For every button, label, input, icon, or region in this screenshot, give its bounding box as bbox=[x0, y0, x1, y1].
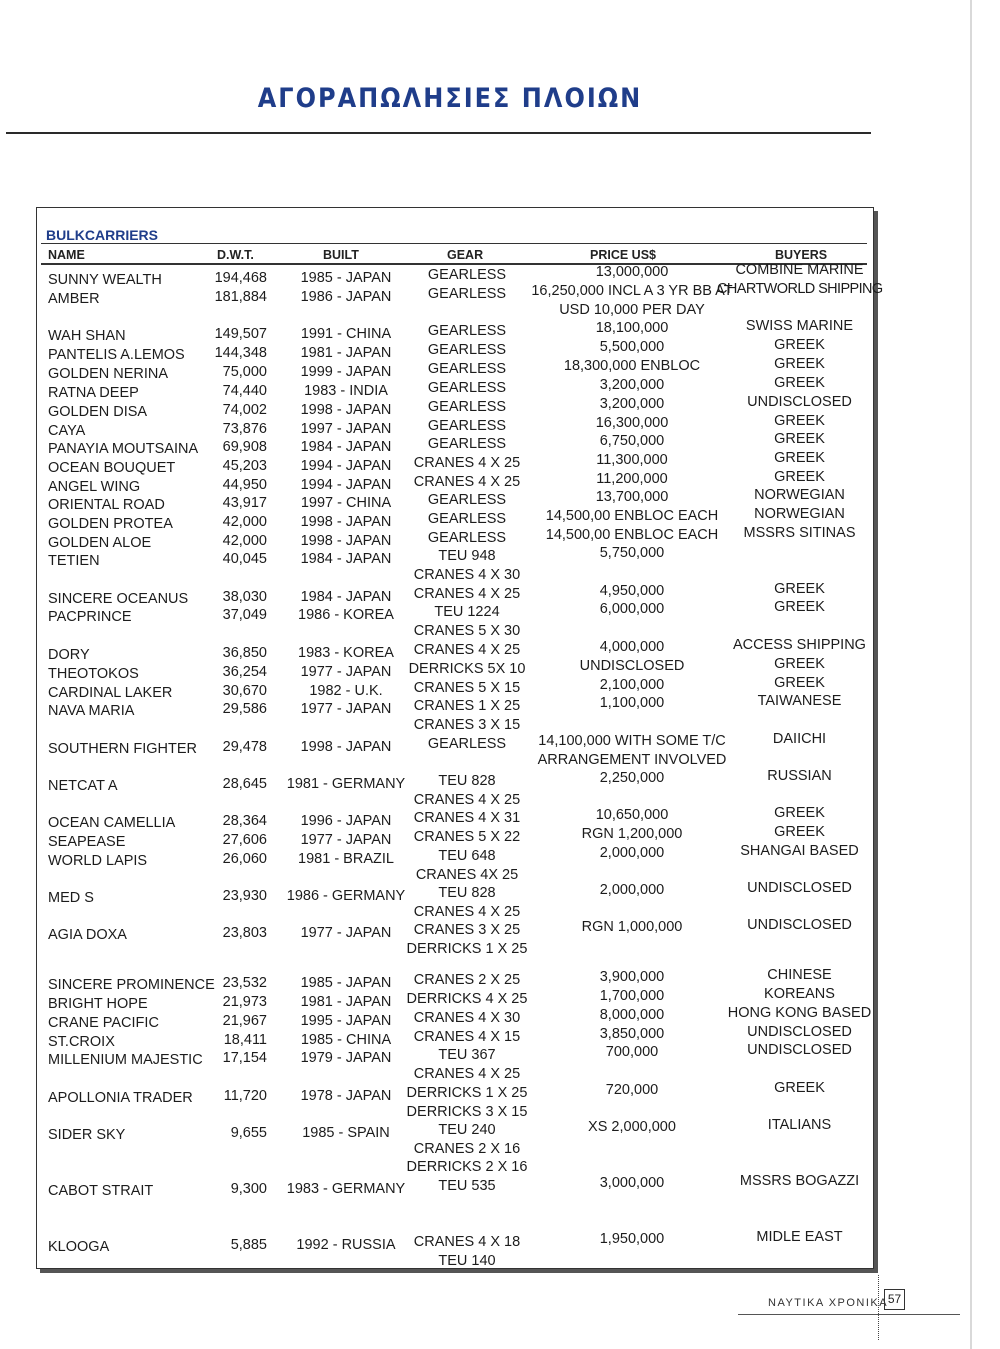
dwt-value: 21,973 bbox=[222, 994, 267, 1010]
buyer-value: GREEK bbox=[774, 581, 825, 597]
built-value: 1986 - KOREA bbox=[298, 607, 394, 623]
dwt-value: 69,908 bbox=[222, 439, 267, 455]
footer-rule bbox=[738, 1314, 960, 1315]
built-value: 1986 - JAPAN bbox=[300, 289, 392, 305]
gear-value: CRANES 5 X 22 bbox=[413, 829, 521, 845]
buyer-value: GREEK bbox=[774, 805, 825, 821]
price-value: 3,200,000 bbox=[599, 377, 665, 393]
price-value: UNDISCLOSED bbox=[579, 658, 685, 674]
price-value: 4,000,000 bbox=[599, 639, 665, 655]
vessel-name: CRANE PACIFIC bbox=[48, 1015, 159, 1031]
buyer-value: HONG KONG BASED bbox=[727, 1005, 872, 1021]
vessel-name: GOLDEN NERINA bbox=[48, 366, 169, 382]
buyer-value: UNDISCLOSED bbox=[747, 880, 852, 896]
built-value: 1991 - CHINA bbox=[300, 326, 392, 342]
price-value: 16,300,000 bbox=[595, 415, 669, 431]
built-value: 1977 - JAPAN bbox=[300, 925, 392, 941]
gear-value: GEARLESS bbox=[427, 342, 507, 358]
vessel-name: GOLDEN PROTEA bbox=[48, 516, 173, 532]
vessel-name: APOLLONIA TRADER bbox=[48, 1090, 193, 1106]
buyer-value: UNDISCLOSED bbox=[747, 394, 852, 410]
vessel-name: SINCERE OCEANUS bbox=[48, 591, 189, 607]
vessel-name: CARDINAL LAKER bbox=[48, 685, 173, 701]
vessel-name: OCEAN CAMELLIA bbox=[48, 815, 176, 831]
built-value: 1998 - JAPAN bbox=[300, 514, 392, 530]
dwt-value: 36,254 bbox=[222, 664, 267, 680]
gear-value: CRANES 4 X 25 bbox=[413, 586, 521, 602]
buyer-value: KOREANS bbox=[764, 986, 835, 1002]
dwt-value: 29,586 bbox=[222, 701, 267, 717]
header-dwt: D.W.T. bbox=[217, 248, 254, 262]
price-value: 3,200,000 bbox=[599, 396, 665, 412]
price-value: 4,950,000 bbox=[599, 583, 665, 599]
buyer-value: SWISS MARINE bbox=[745, 318, 854, 334]
gear-value: CRANES 2 X 16 bbox=[413, 1140, 521, 1157]
dwt-value: 43,917 bbox=[222, 495, 267, 511]
buyer-value: UNDISCLOSED bbox=[747, 917, 852, 933]
built-value: 1983 - INDIA bbox=[304, 383, 388, 399]
gear-value: CRANES 4 X 25 bbox=[413, 791, 521, 808]
built-value: 1982 - U.K. bbox=[309, 683, 383, 699]
gear-value: DERRICKS 4 X 25 bbox=[406, 991, 528, 1007]
vessel-name: ST.CROIX bbox=[48, 1034, 115, 1050]
buyer-value: NORWEGIAN bbox=[754, 487, 845, 503]
gear-value: GEARLESS bbox=[427, 511, 507, 527]
built-value: 1981 - JAPAN bbox=[300, 994, 392, 1010]
built-value: 1999 - JAPAN bbox=[300, 364, 392, 380]
page-edge-shadow bbox=[970, 0, 972, 1349]
price-value: USD 10,000 PER DAY bbox=[559, 301, 705, 318]
buyer-value: GREEK bbox=[774, 337, 825, 353]
vessel-name: PANAYIA MOUTSAINA bbox=[48, 441, 199, 457]
price-value: 11,200,000 bbox=[596, 471, 668, 487]
dwt-value: 45,203 bbox=[222, 458, 267, 474]
price-value: 1,950,000 bbox=[599, 1231, 665, 1247]
buyer-value: NORWEGIAN bbox=[754, 506, 845, 522]
gear-value: TEU 828 bbox=[438, 773, 496, 789]
price-value: 2,000,000 bbox=[599, 845, 665, 861]
gear-value: GEARLESS bbox=[427, 492, 507, 508]
gear-value: GEARLESS bbox=[427, 530, 507, 546]
buyer-value: GREEK bbox=[774, 450, 825, 466]
gear-value: CRANES 4 X 25 bbox=[413, 903, 521, 920]
dwt-value: 75,000 bbox=[222, 364, 267, 380]
price-value: RGN 1,000,000 bbox=[581, 919, 683, 935]
gear-value: GEARLESS bbox=[427, 361, 507, 377]
buyer-value: ACCESS SHIPPING bbox=[733, 637, 866, 653]
gear-value: GEARLESS bbox=[427, 418, 507, 434]
built-value: 1984 - JAPAN bbox=[300, 551, 392, 567]
price-value: 8,000,000 bbox=[599, 1007, 665, 1023]
price-value: RGN 1,200,000 bbox=[581, 826, 683, 842]
buyer-value: GREEK bbox=[774, 469, 825, 485]
section-divider bbox=[41, 243, 867, 244]
dwt-value: 149,507 bbox=[214, 326, 267, 342]
buyer-value: GREEK bbox=[774, 1080, 825, 1096]
dwt-value: 9,300 bbox=[230, 1181, 267, 1197]
buyer-value: MIDLE EAST bbox=[756, 1229, 843, 1245]
built-value: 1995 - JAPAN bbox=[300, 1013, 392, 1029]
gear-value: CRANES 5 X 30 bbox=[413, 622, 521, 639]
buyer-value: UNDISCLOSED bbox=[747, 1024, 852, 1040]
gear-value: DERRICKS 1 X 25 bbox=[406, 1085, 528, 1101]
built-value: 1994 - JAPAN bbox=[300, 458, 392, 474]
dwt-value: 23,803 bbox=[222, 925, 267, 941]
buyer-value: UNDISCLOSED bbox=[747, 1042, 852, 1058]
built-value: 1985 - CHINA bbox=[300, 1032, 392, 1048]
price-value: XS 2,000,000 bbox=[588, 1119, 676, 1135]
gear-value: TEU 140 bbox=[438, 1252, 496, 1269]
built-value: 1983 - KOREA bbox=[298, 645, 394, 661]
built-value: 1985 - JAPAN bbox=[300, 270, 392, 286]
price-value: 16,250,000 INCL A 3 YR BB AT bbox=[531, 283, 733, 299]
built-value: 1984 - JAPAN bbox=[300, 589, 392, 605]
vessel-name: NETCAT A bbox=[48, 778, 118, 794]
price-value: 720,000 bbox=[605, 1082, 659, 1098]
vessel-name: PACPRINCE bbox=[48, 609, 132, 625]
dwt-value: 44,950 bbox=[222, 477, 267, 493]
built-value: 1994 - JAPAN bbox=[300, 477, 392, 493]
dwt-value: 144,348 bbox=[214, 345, 267, 361]
vessel-name: TETIEN bbox=[48, 553, 100, 569]
dwt-value: 181,884 bbox=[214, 289, 267, 305]
header-gear: GEAR bbox=[447, 248, 484, 262]
price-value: 14,500,00 ENBLOC EACH bbox=[545, 527, 719, 543]
gear-value: CRANES 4X 25 bbox=[415, 866, 519, 883]
gear-value: CRANES 4 X 25 bbox=[413, 455, 521, 471]
built-value: 1981 - JAPAN bbox=[300, 345, 392, 361]
gear-value: CRANES 2 X 25 bbox=[413, 972, 521, 988]
vessel-name: AMBER bbox=[48, 291, 100, 307]
dwt-value: 17,154 bbox=[222, 1050, 267, 1066]
gear-value: TEU 948 bbox=[438, 548, 496, 564]
price-value: 3,900,000 bbox=[599, 969, 665, 985]
buyer-value: GREEK bbox=[774, 824, 825, 840]
price-value: 700,000 bbox=[605, 1044, 659, 1060]
price-value: 14,500,00 ENBLOC EACH bbox=[545, 508, 719, 524]
price-value: 13,700,000 bbox=[595, 489, 669, 505]
sales-table bbox=[36, 207, 883, 1269]
buyer-value: SHANGAI BASED bbox=[740, 843, 859, 859]
vessel-name: WORLD LAPIS bbox=[48, 853, 148, 869]
gear-value: CRANES 4 X 25 bbox=[413, 474, 521, 490]
price-value: 3,850,000 bbox=[599, 1026, 665, 1042]
gear-value: TEU 1224 bbox=[434, 604, 500, 620]
built-value: 1997 - CHINA bbox=[300, 495, 392, 511]
dwt-value: 37,049 bbox=[222, 607, 267, 623]
price-value: 11,300,000 bbox=[596, 452, 668, 468]
dwt-value: 74,440 bbox=[222, 383, 267, 399]
gear-value: GEARLESS bbox=[427, 399, 507, 415]
built-value: 1985 - JAPAN bbox=[300, 975, 392, 991]
gear-value: DERRICKS 3 X 15 bbox=[406, 1103, 528, 1120]
price-value: 6,000,000 bbox=[599, 601, 665, 617]
vessel-name: RATNA DEEP bbox=[48, 385, 139, 401]
built-value: 1998 - JAPAN bbox=[300, 533, 392, 549]
vessel-name: ORIENTAL ROAD bbox=[48, 497, 165, 513]
dwt-value: 30,670 bbox=[222, 683, 267, 699]
header-buyers: BUYERS bbox=[775, 248, 828, 262]
dwt-value: 18,411 bbox=[223, 1032, 267, 1048]
gear-value: GEARLESS bbox=[427, 267, 507, 283]
price-value: 5,750,000 bbox=[599, 545, 665, 561]
gear-value: CRANES 4 X 31 bbox=[413, 810, 521, 826]
gear-value: GEARLESS bbox=[427, 436, 507, 452]
price-value: 6,750,000 bbox=[599, 433, 665, 449]
price-value: ARRANGEMENT INVOLVED bbox=[537, 751, 727, 768]
vessel-name: SIDER SKY bbox=[48, 1127, 126, 1143]
dwt-value: 36,850 bbox=[222, 645, 267, 661]
built-value: 1996 - JAPAN bbox=[300, 813, 392, 829]
gear-value: DERRICKS 5X 10 bbox=[408, 661, 526, 677]
built-value: 1992 - RUSSIA bbox=[296, 1237, 396, 1253]
price-value: 2,100,000 bbox=[599, 677, 665, 693]
magazine-name: ΝΑΥΤΙΚΑ ΧΡΟΝΙΚΑ bbox=[768, 1297, 889, 1309]
price-value: 10,650,000 bbox=[595, 807, 669, 823]
price-value: 14,100,000 WITH SOME T/C bbox=[538, 733, 726, 749]
buyer-value: MSSRS BOGAZZI bbox=[739, 1173, 860, 1189]
dwt-value: 27,606 bbox=[222, 832, 267, 848]
dwt-value: 11,720 bbox=[223, 1088, 267, 1104]
vessel-name: THEOTOKOS bbox=[48, 666, 139, 682]
vessel-name: GOLDEN ALOE bbox=[48, 535, 152, 551]
gear-value: CRANES 4 X 25 bbox=[413, 642, 521, 658]
built-value: 1978 - JAPAN bbox=[300, 1088, 392, 1104]
price-value: 13,000,000 bbox=[595, 264, 669, 280]
dwt-value: 74,002 bbox=[222, 402, 267, 418]
dwt-value: 40,045 bbox=[222, 551, 267, 567]
gear-value: CRANES 4 X 30 bbox=[413, 566, 521, 583]
gear-value: TEU 648 bbox=[438, 848, 496, 864]
built-value: 1986 - GERMANY bbox=[286, 888, 406, 904]
vessel-name: SOUTHERN FIGHTER bbox=[48, 741, 198, 757]
dwt-value: 194,468 bbox=[214, 270, 267, 286]
vessel-name: CAYA bbox=[48, 423, 86, 439]
gear-value: CRANES 4 X 30 bbox=[413, 1010, 521, 1026]
price-value: 2,000,000 bbox=[599, 882, 665, 898]
buyer-value: MSSRS SITINAS bbox=[743, 525, 856, 541]
dwt-value: 5,885 bbox=[230, 1237, 267, 1253]
price-value: 5,500,000 bbox=[599, 339, 665, 355]
price-value: 3,000,000 bbox=[599, 1175, 665, 1191]
vessel-name: MILLENIUM MAJESTIC bbox=[48, 1052, 203, 1068]
dwt-value: 38,030 bbox=[222, 589, 267, 605]
gear-value: CRANES 4 X 25 bbox=[413, 1065, 521, 1082]
section-title: BULKCARRIERS bbox=[46, 227, 158, 243]
price-value: 2,250,000 bbox=[599, 770, 665, 786]
dwt-value: 21,967 bbox=[222, 1013, 267, 1029]
built-value: 1979 - JAPAN bbox=[300, 1050, 392, 1066]
gear-value: TEU 828 bbox=[438, 885, 496, 901]
vessel-name: SUNNY WEALTH bbox=[48, 272, 162, 288]
dwt-value: 23,930 bbox=[222, 888, 267, 904]
built-value: 1977 - JAPAN bbox=[300, 701, 392, 717]
vessel-name: DORY bbox=[48, 647, 90, 663]
gear-value: DERRICKS 2 X 16 bbox=[406, 1159, 528, 1176]
gear-value: TEU 240 bbox=[438, 1122, 496, 1138]
built-value: 1984 - JAPAN bbox=[300, 439, 392, 455]
gear-value: TEU 367 bbox=[438, 1047, 496, 1063]
price-value: 18,100,000 bbox=[595, 320, 669, 336]
vessel-name: GOLDEN DISA bbox=[48, 404, 148, 420]
gear-value: CRANES 1 X 25 bbox=[413, 698, 521, 714]
buyer-value: GREEK bbox=[774, 375, 825, 391]
buyer-value: GREEK bbox=[774, 656, 825, 672]
vessel-name: SINCERE PROMINENCE bbox=[48, 977, 215, 993]
gear-value: DERRICKS 1 X 25 bbox=[406, 940, 528, 957]
built-value: 1977 - JAPAN bbox=[300, 664, 392, 680]
vessel-name: SEAPEASE bbox=[48, 834, 126, 850]
buyer-value: COMBINE MARINE bbox=[735, 262, 864, 278]
gear-value: GEARLESS bbox=[427, 380, 507, 396]
vessel-name: WAH SHAN bbox=[48, 328, 126, 344]
dwt-value: 42,000 bbox=[222, 514, 267, 530]
vessel-name: MED S bbox=[48, 890, 94, 906]
vessel-name: CABOT STRAIT bbox=[48, 1183, 154, 1199]
gear-value: GEARLESS bbox=[427, 286, 507, 302]
page-title: ΑΓΟΡΑΠΩΛΗΣΙΕΣ ΠΛΟΙΩΝ bbox=[257, 82, 643, 114]
page-number: 57 bbox=[884, 1289, 905, 1310]
built-value: 1983 - GERMANY bbox=[286, 1181, 406, 1197]
vessel-name: ANGEL WING bbox=[48, 479, 141, 495]
dwt-value: 23,532 bbox=[222, 975, 267, 991]
buyer-value: GREEK bbox=[774, 599, 825, 615]
gear-value: CRANES 3 X 25 bbox=[413, 922, 521, 938]
buyer-value: RUSSIAN bbox=[767, 768, 832, 784]
vessel-name: AGIA DOXA bbox=[48, 927, 127, 943]
buyer-value: GREEK bbox=[774, 675, 825, 691]
buyer-value: GREEK bbox=[774, 431, 825, 447]
buyer-value: GREEK bbox=[774, 356, 825, 372]
buyer-value: CHINESE bbox=[767, 967, 832, 983]
vessel-name: PANTELIS A.LEMOS bbox=[48, 347, 185, 363]
vessel-name: OCEAN BOUQUET bbox=[48, 460, 176, 476]
dwt-value: 29,478 bbox=[222, 739, 267, 755]
vessel-name: KLOOGA bbox=[48, 1239, 110, 1255]
buyer-value: CHARTWORLD SHIPPING bbox=[717, 281, 883, 297]
header-name: NAME bbox=[48, 248, 85, 262]
gear-value: GEARLESS bbox=[427, 323, 507, 339]
buyer-value: TAIWANESE bbox=[757, 693, 842, 709]
dwt-value: 26,060 bbox=[222, 851, 267, 867]
title-divider bbox=[6, 132, 871, 134]
built-value: 1981 - GERMANY bbox=[286, 776, 406, 792]
header-price: PRICE US$ bbox=[590, 248, 656, 262]
dwt-value: 28,364 bbox=[222, 813, 267, 829]
dwt-value: 28,645 bbox=[222, 776, 267, 792]
built-value: 1997 - JAPAN bbox=[300, 421, 392, 437]
built-value: 1998 - JAPAN bbox=[300, 739, 392, 755]
gear-value: TEU 535 bbox=[438, 1178, 496, 1194]
built-value: 1985 - SPAIN bbox=[302, 1125, 390, 1141]
gear-value: CRANES 4 X 18 bbox=[413, 1234, 521, 1250]
price-value: 1,700,000 bbox=[599, 988, 665, 1004]
built-value: 1998 - JAPAN bbox=[300, 402, 392, 418]
gear-value: CRANES 3 X 15 bbox=[413, 716, 521, 733]
header-built: BUILT bbox=[323, 248, 359, 262]
dwt-value: 42,000 bbox=[222, 533, 267, 549]
price-value: 18,300,000 ENBLOC bbox=[563, 358, 701, 374]
dwt-value: 73,876 bbox=[222, 421, 267, 437]
vessel-name: BRIGHT HOPE bbox=[48, 996, 148, 1012]
buyer-value: DAIICHI bbox=[772, 731, 827, 747]
built-value: 1981 - BRAZIL bbox=[298, 851, 394, 867]
gear-value: CRANES 4 X 15 bbox=[413, 1029, 521, 1045]
gear-value: GEARLESS bbox=[427, 736, 507, 752]
built-value: 1977 - JAPAN bbox=[300, 832, 392, 848]
buyer-value: GREEK bbox=[774, 413, 825, 429]
price-value: 1,100,000 bbox=[599, 695, 665, 711]
vessel-name: NAVA MARIA bbox=[48, 703, 135, 719]
dwt-value: 9,655 bbox=[230, 1125, 267, 1141]
buyer-value: ITALIANS bbox=[767, 1117, 832, 1133]
gear-value: CRANES 5 X 15 bbox=[413, 680, 521, 696]
